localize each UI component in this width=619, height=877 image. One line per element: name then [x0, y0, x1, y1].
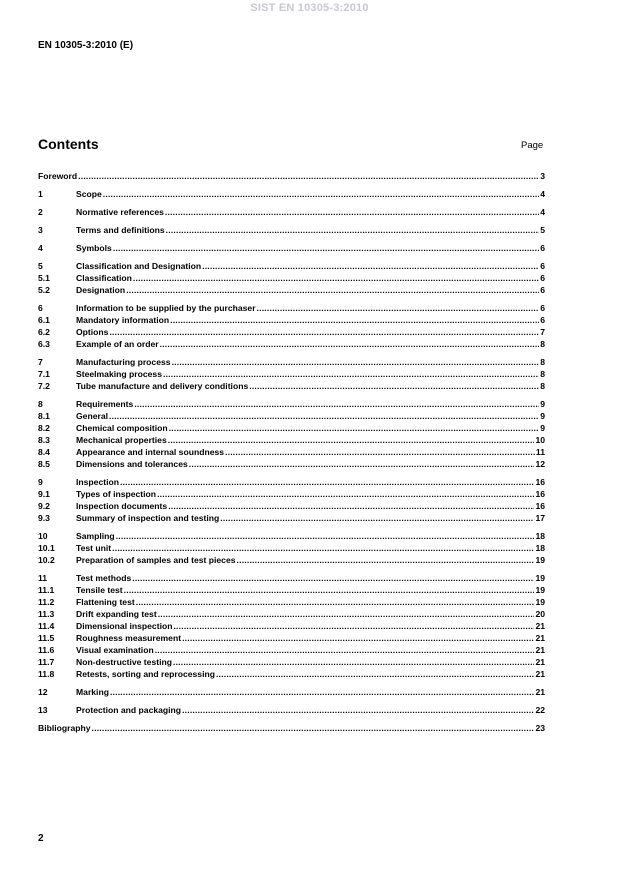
toc-entry[interactable] — [38, 572, 545, 584]
toc-entry[interactable] — [38, 704, 545, 716]
toc-entry-title: Example of an order — [76, 339, 159, 349]
toc-entry-page: 16 — [535, 489, 545, 499]
toc-group — [38, 224, 545, 236]
toc-entry-title: Manufacturing process — [76, 357, 171, 367]
toc-entry-number: 9.3 — [38, 513, 50, 523]
toc-group — [38, 722, 545, 734]
toc-dot-leader — [160, 338, 540, 350]
toc-entry-title: Retests, sorting and reprocessing — [76, 669, 215, 679]
toc-entry[interactable] — [38, 326, 545, 338]
toc-entry-page: 6 — [540, 261, 545, 271]
toc-entry-number: 5 — [38, 261, 43, 271]
toc-group — [38, 206, 545, 218]
toc-group — [38, 260, 545, 296]
toc-entry-title: Mechanical properties — [76, 435, 167, 445]
toc-entry[interactable] — [38, 458, 545, 470]
toc-entry-number: 10 — [38, 531, 48, 541]
toc-dot-leader — [133, 272, 539, 284]
toc-entry-title: Designation — [76, 285, 126, 295]
toc-entry-number: 2 — [38, 207, 43, 217]
toc-dot-leader — [168, 434, 535, 446]
toc-dot-leader — [163, 368, 539, 380]
toc-dot-leader — [249, 380, 539, 392]
toc-entry-title: Normative references — [76, 207, 164, 217]
toc-entry[interactable] — [38, 530, 545, 542]
toc-dot-leader — [126, 284, 539, 296]
toc-entry-number: 8.3 — [38, 435, 50, 445]
toc-entry-number: 5.1 — [38, 273, 50, 283]
toc-group — [38, 704, 545, 716]
toc-entry-page: 5 — [540, 225, 545, 235]
toc-entry[interactable] — [38, 356, 545, 368]
toc-entry-page: 19 — [535, 585, 545, 595]
toc-dot-leader — [158, 608, 535, 620]
toc-entry-title: Chemical composition — [76, 423, 168, 433]
toc-entry-title: Test methods — [76, 573, 132, 583]
toc-entry-page: 16 — [535, 477, 545, 487]
toc-entry-page: 18 — [535, 531, 545, 541]
toc-entry[interactable] — [38, 410, 545, 422]
toc-entry-page: 12 — [535, 459, 545, 469]
toc-entry-title: Protection and packaging — [76, 705, 182, 715]
toc-group — [38, 188, 545, 200]
toc-entry[interactable] — [38, 368, 545, 380]
toc-entry[interactable] — [38, 284, 545, 296]
toc-entry-number: 9.1 — [38, 489, 50, 499]
toc-entry-title: Marking — [76, 687, 109, 697]
toc-group — [38, 572, 545, 680]
toc-entry-number: 11.3 — [38, 609, 55, 619]
toc-dot-leader — [157, 488, 534, 500]
toc-dot-leader — [189, 458, 535, 470]
toc-entry-page: 6 — [540, 285, 545, 295]
toc-entry-title: Preparation of samples and test pieces — [76, 555, 236, 565]
toc-entry-page: 21 — [535, 657, 545, 667]
toc-entry-title: Steelmaking process — [76, 369, 162, 379]
toc-entry-number: 10.1 — [38, 543, 55, 553]
toc-entry[interactable] — [38, 302, 545, 314]
toc-entry-title: Summary of inspection and testing — [76, 513, 220, 523]
toc-dot-leader — [225, 446, 535, 458]
toc-entry-number: 8.4 — [38, 447, 50, 457]
toc-entry-number: 6 — [38, 303, 43, 313]
toc-entry-title: Roughness measurement — [76, 633, 182, 643]
toc-entry-number: 11.4 — [38, 621, 55, 631]
toc-entry-page: 20 — [535, 609, 545, 619]
toc-entry-title: Tube manufacture and delivery conditions — [76, 381, 249, 391]
toc-entry-page: 4 — [540, 207, 545, 217]
toc-entry-title: Terms and definitions — [76, 225, 165, 235]
toc-dot-leader — [124, 584, 535, 596]
toc-entry-number: 11.8 — [38, 669, 55, 679]
toc-entry[interactable] — [38, 476, 545, 488]
toc-entry-number: 11.2 — [38, 597, 55, 607]
toc-entry-title: Inspection documents — [76, 501, 168, 511]
toc-group — [38, 242, 545, 254]
toc-entry[interactable] — [38, 272, 545, 284]
toc-dot-leader — [92, 722, 535, 734]
toc-entry-page: 11 — [535, 447, 545, 457]
toc-dot-leader — [173, 656, 534, 668]
toc-entry-title: Foreword — [38, 171, 78, 181]
toc-dot-leader — [120, 476, 534, 488]
toc-entry-number: 8.1 — [38, 411, 50, 421]
toc-entry-title: Non-destructive testing — [76, 657, 172, 667]
toc-entry[interactable] — [38, 170, 545, 182]
toc-dot-leader — [172, 356, 540, 368]
toc-entry[interactable] — [38, 398, 545, 410]
toc-entry-number: 6.3 — [38, 339, 50, 349]
toc-entry-title: Appearance and internal soundness — [76, 447, 225, 457]
toc-entry[interactable] — [38, 224, 545, 236]
toc-entry-title: Drift expanding test — [76, 609, 157, 619]
toc-entry-page: 17 — [535, 513, 545, 523]
toc-entry-title: Dimensional inspection — [76, 621, 173, 631]
toc-entry-number: 11 — [38, 573, 48, 583]
toc-entry-page: 19 — [535, 597, 545, 607]
toc-entry-number: 9 — [38, 477, 43, 487]
toc-entry-number: 7 — [38, 357, 43, 367]
toc-entry[interactable] — [38, 314, 545, 326]
table-of-contents — [38, 170, 545, 740]
toc-entry-page: 21 — [535, 669, 545, 679]
toc-entry-page: 9 — [540, 423, 545, 433]
toc-dot-leader — [103, 188, 539, 200]
toc-group — [38, 476, 545, 524]
toc-entry-page: 21 — [535, 645, 545, 655]
toc-entry[interactable] — [38, 488, 545, 500]
toc-entry[interactable] — [38, 632, 545, 644]
toc-entry[interactable] — [38, 722, 545, 734]
toc-entry-page: 22 — [535, 705, 545, 715]
toc-entry[interactable] — [38, 422, 545, 434]
toc-entry[interactable] — [38, 584, 545, 596]
toc-entry[interactable] — [38, 644, 545, 656]
toc-entry-title: Classification — [76, 273, 132, 283]
toc-entry-title: General — [76, 411, 109, 421]
toc-entry-page: 6 — [540, 303, 545, 313]
toc-entry-title: Types of inspection — [76, 489, 157, 499]
toc-entry-number: 8 — [38, 399, 43, 409]
toc-dot-leader — [168, 500, 534, 512]
toc-entry-number: 5.2 — [38, 285, 50, 295]
toc-dot-leader — [132, 572, 534, 584]
toc-entry[interactable] — [38, 596, 545, 608]
toc-dot-leader — [134, 398, 539, 410]
toc-entry[interactable] — [38, 512, 545, 524]
toc-entry-number: 11.7 — [38, 657, 55, 667]
toc-entry-page: 18 — [535, 543, 545, 553]
toc-entry[interactable] — [38, 338, 545, 350]
toc-dot-leader — [170, 314, 539, 326]
toc-entry-title: Options — [76, 327, 109, 337]
toc-entry[interactable] — [38, 206, 545, 218]
toc-group — [38, 686, 545, 698]
toc-entry-number: 1 — [38, 189, 43, 199]
toc-dot-leader — [202, 260, 539, 272]
toc-entry[interactable] — [38, 608, 545, 620]
toc-entry-number: 9.2 — [38, 501, 50, 511]
toc-entry[interactable] — [38, 656, 545, 668]
page-title: Contents — [38, 136, 99, 152]
toc-entry-page: 21 — [535, 633, 545, 643]
toc-entry[interactable] — [38, 686, 545, 698]
toc-group — [38, 356, 545, 392]
toc-dot-leader — [216, 668, 534, 680]
toc-entry-number: 8.5 — [38, 459, 50, 469]
toc-entry[interactable] — [38, 188, 545, 200]
toc-entry-title: Test unit — [76, 543, 112, 553]
toc-dot-leader — [78, 170, 539, 182]
toc-entry[interactable] — [38, 668, 545, 680]
toc-entry-title: Bibliography — [38, 723, 91, 733]
toc-entry-title: Mandatory information — [76, 315, 170, 325]
toc-entry-number: 7.2 — [38, 381, 50, 391]
toc-entry-page: 10 — [535, 435, 545, 445]
toc-dot-leader — [182, 704, 534, 716]
toc-entry[interactable] — [38, 434, 545, 446]
toc-entry[interactable] — [38, 242, 545, 254]
toc-entry-number: 10.2 — [38, 555, 55, 565]
toc-entry[interactable] — [38, 260, 545, 272]
toc-entry-number: 6.1 — [38, 315, 50, 325]
toc-entry-page: 19 — [535, 573, 545, 583]
toc-dot-leader — [109, 326, 539, 338]
toc-dot-leader — [109, 410, 539, 422]
toc-entry-title: Visual examination — [76, 645, 154, 655]
toc-entry-title: Classification and Designation — [76, 261, 202, 271]
toc-entry-page: 9 — [540, 399, 545, 409]
toc-entry-page: 21 — [535, 687, 545, 697]
toc-entry-page: 6 — [540, 243, 545, 253]
footer-page-number: 2 — [38, 833, 44, 844]
toc-group — [38, 398, 545, 470]
toc-entry-page: 4 — [540, 189, 545, 199]
watermark: SIST EN 10305-3:2010 — [250, 2, 369, 14]
toc-entry-page: 8 — [540, 339, 545, 349]
toc-dot-leader — [112, 542, 534, 554]
toc-entry[interactable] — [38, 620, 545, 632]
toc-entry-number: 12 — [38, 687, 48, 697]
toc-group — [38, 302, 545, 350]
toc-dot-leader — [173, 620, 534, 632]
toc-group — [38, 170, 545, 182]
toc-entry-number: 11.1 — [38, 585, 55, 595]
toc-dot-leader — [220, 512, 534, 524]
toc-entry-title: Scope — [76, 189, 102, 199]
toc-entry[interactable] — [38, 446, 545, 458]
toc-entry-title: Tensile test — [76, 585, 123, 595]
toc-entry-title: Sampling — [76, 531, 115, 541]
toc-entry[interactable] — [38, 554, 545, 566]
toc-dot-leader — [110, 686, 534, 698]
toc-entry-page: 21 — [535, 621, 545, 631]
toc-entry-number: 4 — [38, 243, 43, 253]
toc-entry-number: 3 — [38, 225, 43, 235]
toc-entry-number: 11.5 — [38, 633, 55, 643]
toc-dot-leader — [155, 644, 535, 656]
toc-entry-page: 6 — [540, 273, 545, 283]
toc-dot-leader — [166, 224, 540, 236]
toc-entry-page: 3 — [540, 171, 545, 181]
toc-entry-title: Flattening test — [76, 597, 135, 607]
toc-entry-page: 9 — [540, 411, 545, 421]
toc-entry-title: Information to be supplied by the purchaser — [76, 303, 256, 313]
toc-entry[interactable] — [38, 380, 545, 392]
toc-dot-leader — [116, 530, 535, 542]
toc-entry-number: 8.2 — [38, 423, 50, 433]
toc-entry[interactable] — [38, 542, 545, 554]
toc-entry-title: Symbols — [76, 243, 112, 253]
toc-entry[interactable] — [38, 500, 545, 512]
toc-entry-page: 16 — [535, 501, 545, 511]
toc-entry-page: 19 — [535, 555, 545, 565]
toc-dot-leader — [169, 422, 540, 434]
toc-entry-title: Inspection — [76, 477, 119, 487]
document-id: EN 10305-3:2010 (E) — [38, 40, 134, 51]
toc-entry-title: Dimensions and tolerances — [76, 459, 188, 469]
toc-entry-number: 13 — [38, 705, 48, 715]
toc-entry-number: 11.6 — [38, 645, 55, 655]
toc-entry-page: 8 — [540, 357, 545, 367]
toc-group — [38, 530, 545, 566]
toc-entry-page: 6 — [540, 315, 545, 325]
toc-dot-leader — [237, 554, 535, 566]
toc-entry-title: Requirements — [76, 399, 134, 409]
toc-dot-leader — [113, 242, 539, 254]
toc-entry-page: 8 — [540, 381, 545, 391]
toc-entry-page: 7 — [540, 327, 545, 337]
toc-dot-leader — [165, 206, 539, 218]
toc-entry-number: 7.1 — [38, 369, 50, 379]
toc-entry-page: 23 — [535, 723, 545, 733]
page-column-label: Page — [521, 140, 544, 151]
toc-dot-leader — [257, 302, 540, 314]
toc-entry-page: 8 — [540, 369, 545, 379]
toc-dot-leader — [136, 596, 535, 608]
toc-entry-number: 6.2 — [38, 327, 50, 337]
toc-dot-leader — [182, 632, 534, 644]
